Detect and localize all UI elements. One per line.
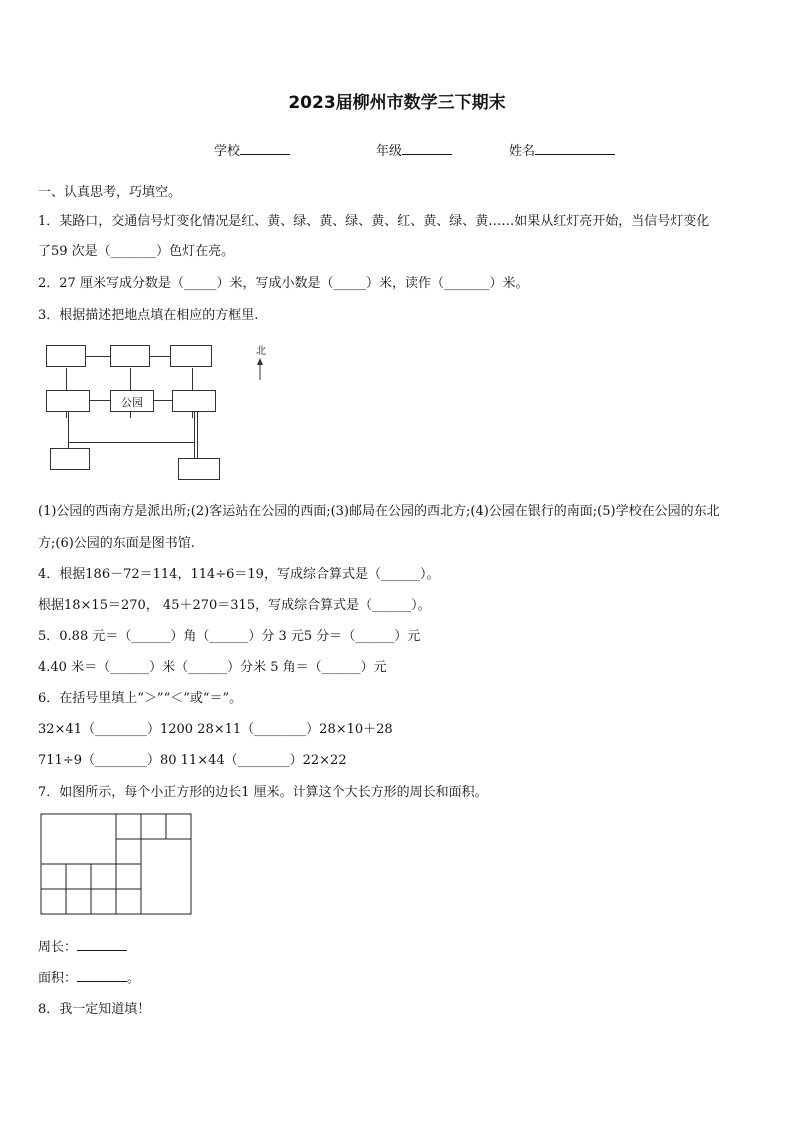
perimeter-blank[interactable] <box>77 938 127 951</box>
question-4-line-2: 根据18×15＝270， 45＋270＝315，写成综合算式是（______）。 <box>38 598 431 613</box>
question-1-line-1: 1．某路口，交通信号灯变化情况是红、黄、绿、黄、绿、黄、红、黄、绿、黄……如果从红灯亮开始，当信号灯变化 <box>38 214 710 229</box>
question-2: 2．27 厘米写成分数是（_____）米，写成小数是（_____）米，读作（_______）米。 <box>38 276 529 291</box>
area-label: 面积： <box>38 971 78 986</box>
perimeter-field <box>38 936 127 955</box>
school-label: 学校 <box>214 144 241 159</box>
question-5-line-1: 5．0.88 元＝（______）角（______）分 3 元5 分＝（______）元 <box>38 629 421 644</box>
school-field <box>214 140 290 159</box>
question-3: 3．根据描述把地点填在相应的方框里. <box>38 308 259 323</box>
map-box-north[interactable] <box>110 345 150 367</box>
area-suffix: 。 <box>127 971 141 986</box>
north-label: 北 <box>256 346 266 357</box>
grade-label: 年级 <box>376 144 403 159</box>
name-field <box>509 140 615 159</box>
page-title: 2023届柳州市数学三下期末 <box>288 93 506 113</box>
question-5-line-2: 4.40 米＝（______）米（______）分米 5 角＝（______）元 <box>38 660 387 675</box>
name-label: 姓名 <box>509 144 536 159</box>
school-blank[interactable] <box>240 142 290 155</box>
question-1-line-2: 了59 次是（_______）色灯在亮。 <box>38 244 235 259</box>
question-6-line-1: 32×41（________）1200 28×11（________）28×10＋28 <box>38 722 393 737</box>
question-6: 6．在括号里填上“＞”“＜”或“＝”。 <box>38 691 243 706</box>
location-map-diagram <box>40 338 280 488</box>
map-line <box>68 442 194 443</box>
rectangle-grid-diagram <box>40 813 194 917</box>
area-field <box>38 967 140 986</box>
question-3-description-line-2: 方;(6)公园的东面是图书馆. <box>38 536 195 551</box>
grade-field <box>376 140 452 159</box>
question-3-description-line-1: (1)公园的西南方是派出所;(2)客运站在公园的西面;(3)邮局在公园的西北方;(4)公园在银行的南面;(5)学校在公园的东北 <box>38 504 720 519</box>
perimeter-label: 周长： <box>38 940 78 955</box>
question-7: 7．如图所示，每个小正方形的边长1 厘米。计算这个大长方形的周长和面积。 <box>38 785 488 800</box>
map-box-northeast[interactable] <box>170 345 212 367</box>
name-blank[interactable] <box>535 142 615 155</box>
section-heading: 一、认真思考，巧填空。 <box>38 185 182 200</box>
grade-blank[interactable] <box>402 142 452 155</box>
park-label: 公园 <box>121 396 143 409</box>
map-box-east[interactable] <box>172 390 216 412</box>
question-6-line-2: 711÷9（________）80 11×44（________）22×22 <box>38 753 347 768</box>
map-box-park <box>110 390 154 412</box>
map-line <box>194 412 195 462</box>
map-box-west[interactable] <box>46 390 90 412</box>
question-4-line-1: 4．根据186－72＝114，114÷6＝19，写成综合算式是（______）。 <box>38 567 440 582</box>
map-box-northwest[interactable] <box>46 345 86 367</box>
map-box-southeast[interactable] <box>178 458 220 480</box>
north-arrow-icon <box>254 358 266 382</box>
area-blank[interactable] <box>77 969 127 982</box>
question-8: 8．我一定知道填！ <box>38 1002 151 1017</box>
map-box-southwest[interactable] <box>50 448 90 470</box>
